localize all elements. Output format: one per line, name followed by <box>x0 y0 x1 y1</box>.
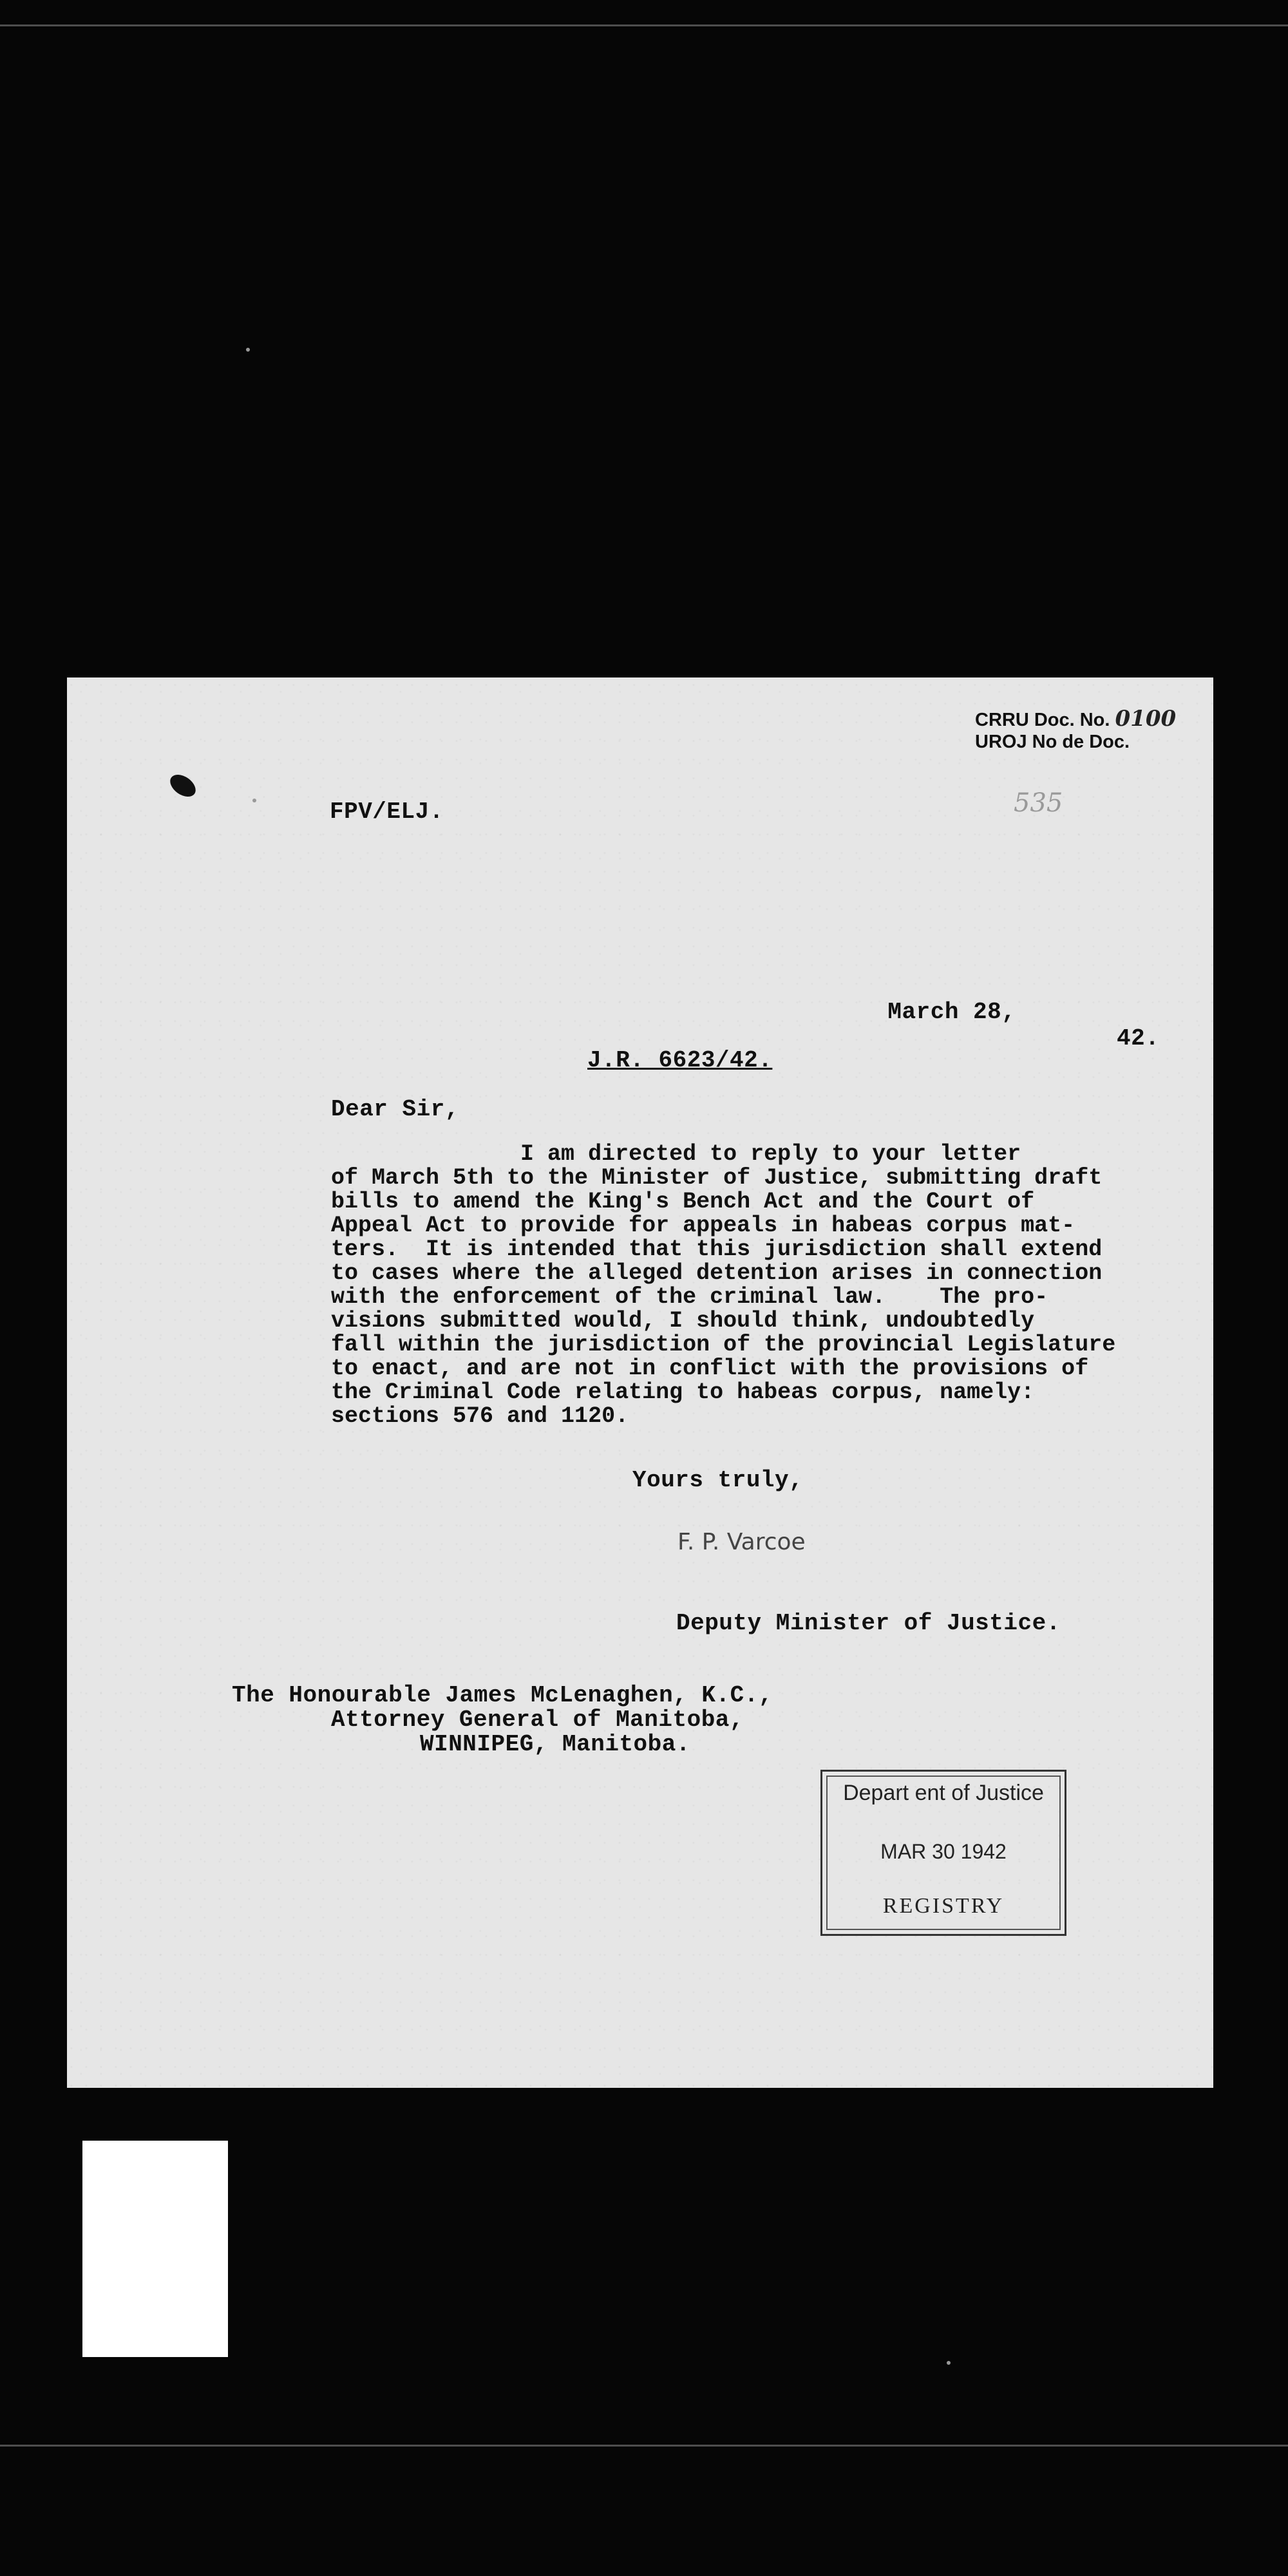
addressee-line3: WINNIPEG, Manitoba. <box>420 1731 690 1757</box>
signatory-title: Deputy Minister of Justice. <box>676 1610 1061 1636</box>
body-line: Appeal Act to provide for appeals in habeas corpus mat- <box>331 1213 1075 1238</box>
dust-speck <box>252 799 256 802</box>
page-mark: 535 <box>1014 788 1063 818</box>
addressee-line2: Attorney General of Manitoba, <box>331 1707 744 1733</box>
letter-date <box>831 972 1160 1078</box>
corner-stamp-line1: CRRU Doc. No. <box>975 710 1110 730</box>
registry-label: REGISTRY <box>882 1894 1005 1918</box>
body-line: to cases where the alleged detention arises in connection <box>331 1260 1103 1286</box>
reference-initials: FPV/ELJ. <box>330 799 444 825</box>
top-scan-border <box>0 24 1288 26</box>
calibration-card <box>82 2141 228 2357</box>
bottom-scan-border <box>0 2445 1288 2447</box>
salutation: Dear Sir, <box>331 1096 459 1122</box>
body-line: with the enforcement of the criminal law. The pro- <box>331 1284 1048 1310</box>
body-line: visions submitted would, I should think, undoubtedly <box>331 1308 1035 1334</box>
date-month-day: March 28, <box>887 999 1016 1025</box>
body-line: to enact, and are not in conflict with the provisions of <box>331 1356 1089 1381</box>
closing: Yours truly, <box>632 1467 804 1493</box>
registry-stamp <box>820 1770 1066 1936</box>
addressee-line1: The Honourable James McLenaghen, K.C., <box>232 1682 773 1709</box>
signature: F. P. Varcoe <box>677 1529 806 1555</box>
body-line: ters. It is intended that this jurisdiction shall extend <box>331 1236 1103 1262</box>
body-line: of March 5th to the Minister of Justice, submitting draft <box>331 1165 1103 1191</box>
registry-date: MAR 30 1942 <box>880 1840 1007 1863</box>
file-reference: J.R. 6623/42. <box>587 1047 773 1074</box>
body-line: sections 576 and 1120. <box>331 1403 629 1429</box>
dust-speck <box>947 2361 951 2365</box>
dust-speck <box>246 348 250 352</box>
date-year: 42. <box>1117 1025 1160 1052</box>
doc-number-handwritten: 0100 <box>1115 706 1177 732</box>
body-line: fall within the jurisdiction of the provincial Legislature <box>331 1332 1116 1358</box>
body-line: the Criminal Code relating to habeas corpus, namely: <box>331 1379 1035 1405</box>
corner-stamp-line2: UROJ No de Doc. <box>975 732 1130 752</box>
body-line: I am directed to reply to your letter <box>331 1141 1021 1167</box>
corner-stamp <box>975 706 1176 753</box>
body-line: bills to amend the King's Bench Act and the Court of <box>331 1189 1035 1215</box>
registry-department: Depart ent of Justice <box>843 1781 1044 1805</box>
